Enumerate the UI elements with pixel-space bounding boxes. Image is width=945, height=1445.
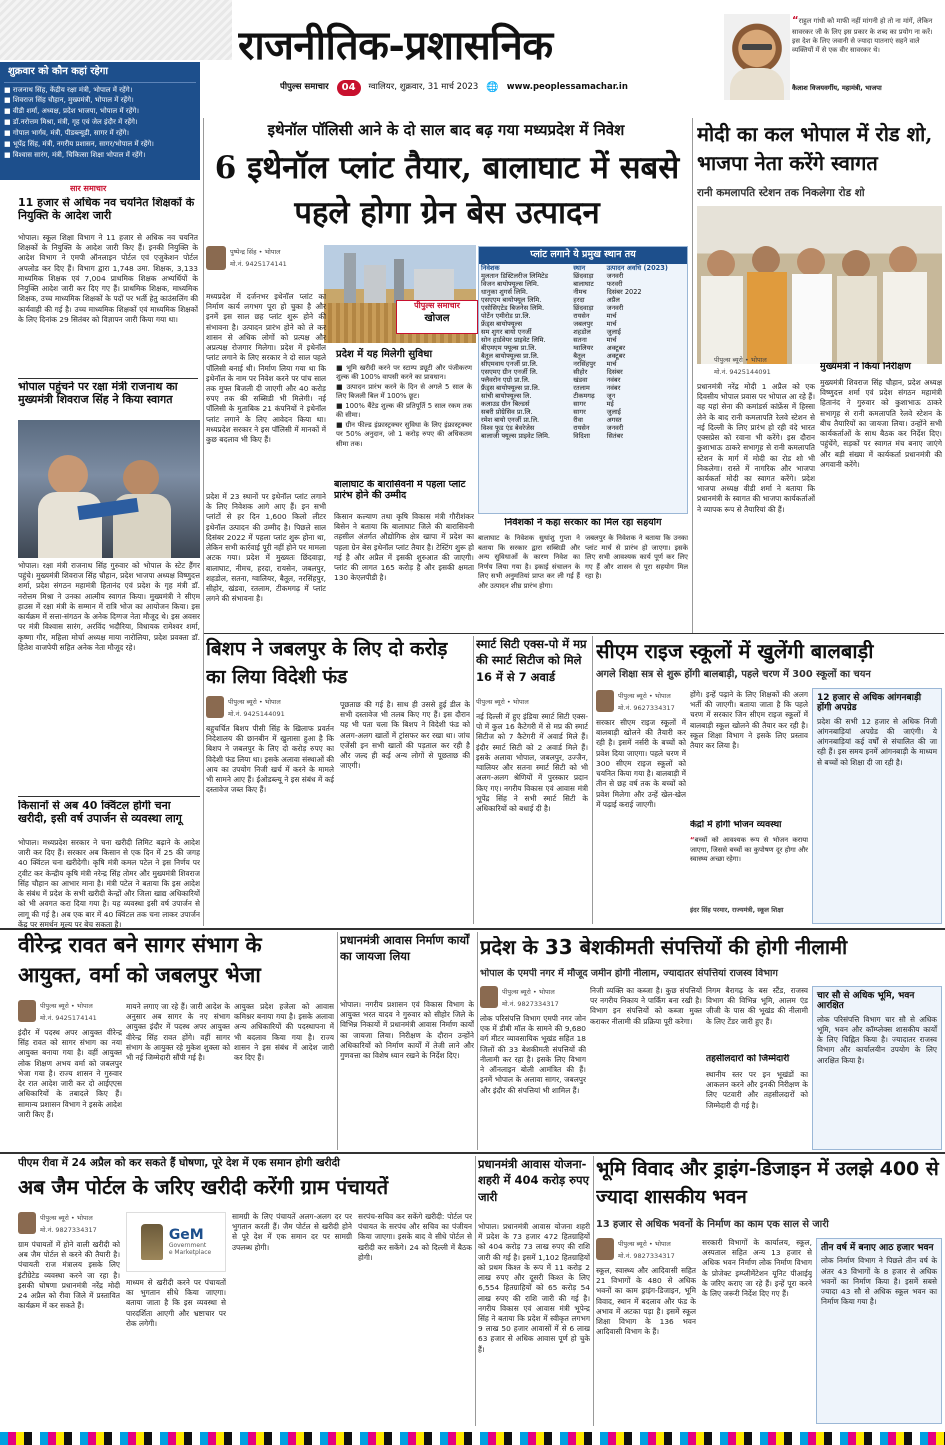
table-row bbox=[479, 360, 687, 368]
ethanol-stamp bbox=[396, 300, 478, 334]
table-cell: बालाजी फ्यूल्स प्राइवेट लिमि. bbox=[481, 432, 551, 441]
table-row bbox=[479, 424, 687, 432]
stamp-brand: पीपुल्स समाचार bbox=[414, 301, 460, 310]
friday-item: ■ वीडी शर्मा, अध्यक्ष, प्रदेश भाजपा, भोपाल में रहेंगे। bbox=[4, 107, 139, 116]
ethanol-text-col1: मध्यप्रदेश में दर्जनभर इथेनॉल प्लांट का निर्माण कार्य लगभग पूरा हो चुका है और इनमें इस साल छह प्लांट शुरू होने की संभावना है। उत्पादन प्रारंभ होने को ले कर शासन से अधिक लोगों को प्रत्यक्ष और अप्रत्यक्ष रोजगार मिलेगा। प्रदेश में इथेनॉल प्लांट लगाने के लिए सरकार ने दो साल पहले पॉलिसी बनाई थी। निर्माण लिया गया था कि इथेनॉल के नाम पर निवेश करने पर पांच साल तक मुफ्त बिजली दी जाएगी और 40 करोड़ रुपए तक की सब्सिडी भी मिलेगी। नई पॉलिसी के मुताबिक 21 कंपनियों ने इथेनॉल प्लांट लगाने के लिए आवेदन किया था। मध्यप्रदेश सरकार ने इस पॉलिसी में मानकों में कुछ बदलाव भी किए हैं। bbox=[206, 292, 326, 445]
table-cell: छिंदवाड़ा bbox=[573, 271, 594, 280]
smart-text: नई दिल्ली में हुए इंडिया स्मार्ट सिटी एक्स-पो में कुल 16 कैटेगरी में से मप्र की स्मार्ट सिटीज को 7 कैटेगरी में अवार्ड मिले हैं। इंदौर स्मार्ट सिटी को 2 अवार्ड मिले हैं। इसके अलावा भोपाल, जबलपुर, उज्जैन, ग्वालियर और सतना स्मार्ट सिटी को भी अलग-अलग श्रेणियों में पुरस्कार प्रदान किए गए। नगरीय विकास एवं आवास मंत्री भूपेंद्र सिंह ने सभी स्मार्ट सिटी के अधिकारियों को बधाई दी है। bbox=[476, 712, 588, 813]
table-cell: पोर्टेन एमीरोड प्रा.लि. bbox=[481, 312, 531, 320]
rajnath-headline: भोपाल पहुंचने पर रक्षा मंत्री राजनाथ का मुख्यमंत्री शिवराज सिंह ने किया स्वागत bbox=[18, 381, 178, 406]
facility-title: प्रदेश में यह मिलेगी सुविधा bbox=[336, 349, 433, 360]
friday-box bbox=[0, 62, 200, 180]
gem-kicker: पीएम रीवा में 24 अप्रैल को कर सकते हैं घोषणा, पूरे देश में एक समान होगी खरीदी bbox=[18, 1157, 340, 1169]
auction-side-text: लोक परिसंपत्ति विभाग चार सौ से अधिक भूमि, भवन और कॉम्प्लेक्स शासकीय कार्यों के लिए चिह्नित किया है। ज्यादातर राजस्व विभाग और कार्यालयीन उपयोग के लिए आरक्षित किया है। bbox=[817, 1014, 937, 1065]
table-cell: रायसेन bbox=[573, 424, 590, 433]
table-header: उत्पादन अवधि (2023) bbox=[606, 263, 668, 272]
rawat-byline-photo bbox=[18, 1000, 36, 1022]
facility-point: ■ उत्पादन प्रारंभ करने के दिन से अगले 5 साल के लिए बिजली बिल में 100% छूट। bbox=[336, 382, 473, 401]
table-row bbox=[479, 312, 687, 320]
cmrise-byline-name: पीपुल्स ब्यूरो • भोपाल bbox=[618, 692, 671, 700]
invest-text-1: बालाघाट के निवेशक सुधांशु गुप्ता ने बताया कि सरकार द्वारा सब्सिडी और अन्य सुविधाओं के कारण निवेश का निर्णय लिया गया है। इकाई संचालन के लिए सभी अनुमतियां प्राप्त कर ली गई हैं और उत्पादन शीघ्र प्रारंभ होगा। bbox=[478, 534, 580, 590]
emblem-icon bbox=[141, 1224, 163, 1260]
facility-point: ■ भूमि खरीदी करने पर स्टाम्प ड्यूटी और पंजीकरण शुल्क की 100% वापसी करने का प्रावधान। bbox=[336, 363, 473, 382]
auction-text-3: निगम बैरागढ़ के बस स्टैंड, राजस्व विभाग की विभिन्न भूमि, आलम एंड जीजी के पास की भूखंड की नीलामी के लिए टेंडर जारी हुए हैं। bbox=[706, 986, 808, 1026]
table-cell: सीहोर bbox=[573, 368, 588, 377]
table-row bbox=[479, 336, 687, 344]
table-cell: हरदा bbox=[573, 295, 585, 304]
gem-logo-text: GeM bbox=[168, 1226, 204, 1243]
table-cell: सोन हार्डवेयर प्राइवेट लिमि. bbox=[481, 336, 546, 345]
friday-item: ■ शिवराज सिंह चौहान, मुख्यमंत्री, भोपाल में रहेंगे। bbox=[4, 96, 134, 105]
table-row bbox=[479, 368, 687, 376]
friday-item: ■ विश्वास सारंग, मंत्री, चिकित्सा शिक्षा भोपाल में रहेंगे। bbox=[4, 150, 146, 159]
table-cell: एसोसिएटेड बिजनेस लिमि. bbox=[481, 303, 545, 312]
pmawas1-headline: प्रधानमंत्री आवास निर्माण कार्यों का जायजा लिया bbox=[340, 933, 470, 964]
ethanol-byline-name: पुष्पेन्द्र सिंह • भोपाल bbox=[230, 248, 281, 256]
inspect-text: मुख्यमंत्री शिवराज सिंह चौहान, प्रदेश अध्यक्ष विष्णुदत्त शर्मा एवं प्रदेश संगठन महामंत्री हितानंद ने गुरुवार को कुशाभाऊ ठाकरे सभागृह से रानी कमलापति रेलवे स्टेशन के बीच तैयारियों का जायजा लिया। उन्होंने सभी कार्यकर्ताओं के साथ बैठक कर निर्देश दिए। पहुंचेंगे, सड़कों पर स्वागत मंच बनाए जाएंगे और बड़ी संख्या में कार्यकर्ता प्रधानमंत्री की अगवानी करेंगे। bbox=[820, 378, 942, 469]
table-cell: जबलपुर bbox=[573, 320, 593, 329]
ethanol-byline-mobile: मो.नं. 9425174141 bbox=[230, 260, 287, 268]
balaghat-title: बालाघाट के बारासिवनी में पहला प्लांट प्रारंभ होने की उम्मीद bbox=[334, 480, 466, 501]
bishop-byline-mobile: मो.नं. 9425144091 bbox=[228, 710, 285, 718]
bishop-byline-photo bbox=[206, 696, 224, 718]
pmawas2-text: भोपाल। प्रधानमंत्री आवास योजना शहरी में प्रदेश के 73 हजार 472 हितग्राहियों को 404 करोड़ 73 लाख रुपए की राशि जारी की गई है। इसमें 1,102 हितग्राहियों को प्रथम किश्त के रूप में 11 करोड़ 2 लाख रुपए और दूसरी किश्त के लिए 6,554 हितग्राहियों को 65 करोड़ 54 लाख रुपए की राशि जारी की गई है। नगरीय विकास एवं आवास मंत्री भूपेन्द्र सिंह ने बताया कि प्रदेश में स्वीकृत लगभग 9 लाख 50 हजार आवासों में से 6 लाख 63 हजार से अधिक आवास पूर्ण हो चुके हैं। bbox=[478, 1222, 590, 1354]
modi-byline-mobile: मो.नं. 9425144091 bbox=[714, 368, 771, 376]
table-cell: अगस्त bbox=[606, 416, 622, 425]
table-cell: सागर bbox=[573, 400, 586, 409]
bhumi-text-1: स्कूल, स्वास्थ्य और आदिवासी सहित 21 विभागों के 480 से अधिक भवनों का काम ड्राइंग-डिजाइन, भूमि विवाद, स्थान में बदलाव और फंड के अभाव में अटका पड़ा है। इसमें स्कूल शिक्षा विभाग के 136 भवन आदिवासी विभाग के हैं। bbox=[596, 1266, 696, 1337]
auction-byline-mobile: मो.नं. 9827334317 bbox=[502, 1000, 559, 1008]
table-cell: धानुका शुगर्स लिमि. bbox=[481, 287, 528, 296]
gem-byline-name: पीपुल्स ब्यूरो • भोपाल bbox=[40, 1214, 93, 1222]
auction-side-box bbox=[812, 986, 942, 1150]
gem-text-1: ग्राम पंचायतों में होने वाली खरीदी को अब जैम पोर्टल से करने की तैयारी है। पंचायती राज मंत्रालय इसके लिए इंटीग्रेटेड व्यवस्था करने जा रहा है। इसकी घोषणा प्रधानमंत्री नरेंद्र मोदी 24 अप्रैल को रीवा जिले में प्रस्तावित कार्यक्रम में कर सकते हैं। bbox=[18, 1240, 120, 1311]
gem-byline-photo bbox=[18, 1212, 36, 1234]
table-cell: सागर bbox=[573, 408, 586, 417]
resp-text: स्थानीय स्तर पर इन भूखंडों का आकलन करने और इनकी निरीक्षण के लिए पटवारी और तहसीलदारों को जिम्मेदारी दी गई है। bbox=[706, 1070, 808, 1110]
plant-table bbox=[479, 264, 687, 441]
cmrise-headline: सीएम राइज स्कूलों में खुलेंगी बालबाड़ी bbox=[596, 640, 874, 663]
table-cell: विजन बायोफ्यूल्स लिमि. bbox=[481, 279, 539, 288]
table-cell: मार्च bbox=[606, 336, 617, 345]
color-registration-strip bbox=[0, 1432, 945, 1445]
table-cell: एसएमए ग्रीन एनर्जी लि. bbox=[481, 368, 538, 377]
table-row bbox=[479, 384, 687, 392]
modi-photo bbox=[697, 206, 942, 364]
rawat-text-2: मायने लगाए जा रहे हैं। जारी आदेश के अनुसार अब सागर के नए संभाग आयुक्त इंदौर में पदस्थ अपर आयुक्त वीरेन्द्र सिंह रावत होंगे। वहीं सागर संभाग के आयुक्त रहे मुकेश शुक्ला को भी नई जिम्मेदारी सौंपी गई है। bbox=[126, 1002, 230, 1063]
table-cell: रायसेन bbox=[573, 312, 590, 320]
table-cell: रीवा bbox=[573, 416, 583, 425]
table-cell: सतना bbox=[573, 336, 587, 345]
rajnath-text: भोपाल। रक्षा मंत्री राजनाथ सिंह गुरुवार को भोपाल के स्टेट हैंगर पहुंचे। मुख्यमंत्री शिवराज सिंह चौहान, प्रदेश भाजपा अध्यक्ष विष्णुदत्त शर्मा, प्रदेश संगठन महामंत्री हितानंद एवं प्रदेश के गृह मंत्री डॉ. नरोत्तम मिश्रा ने उनका आत्मीय स्वागत किया। मुख्यमंत्री ने सीएम हाउस में रक्षा मंत्री के सम्मान में रात्रि भोज का आयोजन किया। इस कार्यक्रम में सत्ता-संगठन के अनेक दिग्गज नेता मौजूद थे। इस अवसर पर मंत्री विश्वास सारंग, अरविंद भदौरिया, विधायक रामेश्वर शर्मा, कृष्णा गौर, महिला मोर्चा अध्यक्ष माया नारोलिया, प्रदेश प्रवक्ता डॉ. हितेश वाजपेयी सहित अनेक नेता मौजूद रहे। bbox=[18, 561, 200, 652]
table-cell: सीएमवाय एनर्जी प्रा.लि. bbox=[481, 360, 538, 369]
quote-author: कैलाश विजयवर्गीय, महामंत्री, भाजपा bbox=[792, 84, 882, 92]
table-cell: बैतूल बायोफ्यूल्स प्रा.लि. bbox=[481, 352, 539, 361]
table-row bbox=[479, 416, 687, 424]
dateline: ग्वालियर, शुक्रवार, 31 मार्च 2023 bbox=[368, 82, 479, 93]
table-row bbox=[479, 376, 687, 384]
table-cell: मुलतान डिस्टिलरीज लिमिटेड bbox=[481, 271, 549, 280]
table-header: निवेशक bbox=[481, 263, 500, 272]
saar-headline: 11 हजार से अधिक नव चयनित शिक्षकों के नियुक्ति के आदेश जारी bbox=[18, 197, 195, 222]
auction-side-title: चार सौ से अधिक भूमि, भवन आरक्षित bbox=[817, 991, 915, 1012]
globe-icon: 🌐 bbox=[486, 82, 499, 94]
top-left-stripes bbox=[0, 0, 232, 60]
table-cell: जनवरी bbox=[606, 424, 624, 433]
modi-photo-credit: पीपुल्स ब्यूरो • भोपाल bbox=[714, 356, 767, 364]
gem-logo-text-block bbox=[169, 1228, 211, 1257]
gem-byline-mobile: मो.नं. 9827334317 bbox=[40, 1226, 97, 1234]
vijayvargiya-photo bbox=[724, 14, 790, 100]
rawat-byline-mobile: मो.नं. 9425174141 bbox=[40, 1014, 97, 1022]
invest-text-2: जबलपुर के निवेशक ने बताया कि उनका प्लांट मार्च से प्रारंभ हो जाएगा। इसके लिए सभी आवश्यक कार्य पूर्ण कर लिए गए हैं और शासन से पूरा सहयोग मिल रहा है। bbox=[585, 534, 688, 581]
meal-title: केंद्रों में होगी भोजन व्यवस्था bbox=[690, 820, 782, 830]
section-title bbox=[238, 22, 658, 72]
aangan-title: 12 हजार से अधिक आंगनबाड़ी होंगी अपग्रेड bbox=[817, 693, 922, 714]
table-cell: नरसिंहपुर bbox=[573, 360, 596, 369]
plant-table-box bbox=[478, 246, 688, 514]
friday-box-title: शुक्रवार को कौन कहां रहेगा bbox=[4, 65, 196, 83]
resp-title: तहसीलदारों को जिम्मेदारी bbox=[706, 1054, 790, 1064]
ethanol-kicker: इथेनॉल पॉलिसी आने के दो साल बाद बढ़ गया मध्यप्रदेश में निवेश bbox=[267, 121, 625, 139]
modi-text: प्रधानमंत्री नरेंद्र मोदी 1 अप्रैल को एक दिवसीय भोपाल प्रवास पर भोपाल आ रहे हैं। वह यहां सेना की कमांडर्स कांफ्रेंस में हिस्सा लेने के बाद रानी कमलापति रेलवे स्टेशन से नई दिल्ली के लिए प्रारंभ हो रही वंदे भारत एक्सप्रेस को रवाना भी करेंगे। इस दौरान कुशाभाऊ ठाकरे सभागृह से रानी कमलापति स्टेशन के मार्ग में मोदी का रोड शो भी निकलेगा। रास्ते में नागरिक और भाजपा कार्यकर्ता मोदी का स्वागत करेंगे। प्रदेश भाजपा अध्यक्ष वीडी शर्मा ने बताया कि प्रधानमंत्री के स्वागत की भाजपा कार्यकर्ताओं ने व्यापक रूप से तैयारियां की हैं। bbox=[697, 382, 815, 514]
bhumi-headline: भूमि विवाद और ड्राइंग-डिजाइन में उलझे 400 से ज्यादा शासकीय भवन bbox=[596, 1158, 939, 1208]
table-cell: छिंदवाड़ा bbox=[573, 303, 594, 312]
meal-quote-author: इंदर सिंह परमार, राज्यमंत्री, स्कूल शिक्षा bbox=[690, 906, 784, 914]
cmrise-text-2: होंगे। इन्हें पढ़ाने के लिए शिक्षकों की अलग भर्ती की जाएगी। बताया जाता है कि पहले चरण में सरकार जिन सीएम राइज स्कूलों में बालबाड़ी स्कूल खोलने की तैयार कर रही है। स्कूल शिक्षा विभाग ने इसके लिए प्रस्ताव तैयार कर लिया है। bbox=[690, 690, 808, 751]
bishop-text-1: बहुचर्चित बिशप पीसी सिंह के खिलाफ प्रवर्तन निदेशालय की छानबीन में खुलासा हुआ है कि बिशप ने जबलपुर के लिए दो करोड़ रुपए का विदेशी फंड लिया था। इसके अलावा संस्थाओं की आय का उपयोग निजी खर्च में करने के मामले भी सामने आए हैं। ईओडब्ल्यू ने इस संबंध में कई दस्तावेज जब्त किए हैं। bbox=[206, 724, 334, 795]
bishop-text-2: पूछताछ की गई है। साथ ही उससे हुई डील के सभी दस्तावेज भी तलब किए गए हैं। इस दौरान यह भी पता चला कि बिशप ने विदेशी फंड को अलग-अलग खातों में ट्रांसफर कर रखा था। जांच एजेंसी इन सभी खातों की पड़ताल कर रही है और जल्द ही कई अन्य लोगों से पूछताछ की जाएगी। bbox=[340, 700, 470, 771]
rawat-headline: वीरेन्द्र रावत बने सागर संभाग के आयुक्त, वर्मा को जबलपुर भेजा bbox=[18, 932, 262, 988]
bishop-byline-name: पीपुल्स ब्यूरो • भोपाल bbox=[228, 698, 281, 706]
gem-text-2: माध्यम से खरीदी करने पर पंचायतों का भुगतान सीधे किया जाएगा। बताया जाता है कि इस व्यवस्था से पारदर्शिता आएगी और भ्रष्टाचार पर रोक लगेगी। bbox=[126, 1278, 226, 1328]
table-cell: सबरी प्रोग्रेसिव प्रा.लि. bbox=[481, 408, 533, 417]
bhumi-side-box bbox=[816, 1238, 942, 1424]
table-row bbox=[479, 392, 687, 400]
rajnath-photo bbox=[18, 420, 200, 558]
bhumi-subhead: 13 हजार से अधिक भवनों के निर्माण का काम एक साल से जारी bbox=[596, 1219, 829, 1230]
table-cell: मई bbox=[606, 400, 614, 409]
facility-point: ■ 100% बैंटेड शुल्क की प्रतिपूर्ति 5 साल रकम तक की सीमा। bbox=[336, 401, 473, 420]
table-row bbox=[479, 400, 687, 408]
paper-name: पीपुल्स समाचार bbox=[280, 82, 329, 93]
bhumi-byline-mobile: मो.नं. 9827334317 bbox=[618, 1252, 675, 1260]
table-cell: बैतूल bbox=[573, 352, 586, 361]
ethanol-text-col1b: प्रदेश में 23 स्थानों पर इथेनॉल प्लांट लगाने के लिए निवेशक आगे आए हैं। इन सभी प्लांटों से हर दिन 1,600 किलो लीटर इथेनॉल उत्पादन की उम्मीद है। पिछले साल दिसंबर 2022 में पहला प्लांट शुरू होना था, लेकिन सभी कार्रवाई पूरी नहीं होने पर मामला अटक गया। प्रदेश में मुख्यतः छिंदवाड़ा, बालाघाट, नीमच, हरदा, रायसेन, जबलपुर, शहडोल, सतना, ग्वालियर, बैतूल, नरसिंहपुर, सीहोर, खंडवा, रतलाम, टीकमगढ़ में प्लांट लगने की संभावना है। bbox=[206, 492, 326, 604]
pmawas1-text: भोपाल। नगरीय प्रशासन एवं विकास विभाग के आयुक्त भरत यादव ने गुरुवार को सीहोर जिले के विभिन्न निकायों में प्रधानमंत्री आवास निर्माण कार्यों का जायजा लिया। निरीक्षण के दौरान उन्होंने अधिकारियों को निर्माण कार्यों में तेजी लाने और गुणवत्ता का विशेष ध्यान रखने के निर्देश दिए। bbox=[340, 1000, 474, 1061]
website[interactable]: www.peoplessamachar.in bbox=[506, 82, 628, 93]
quote-icon: “ bbox=[690, 836, 695, 844]
table-header: स्थान bbox=[573, 263, 586, 272]
table-cell: जून bbox=[606, 392, 616, 401]
rawat-text-1: इंदौर में पदस्थ अपर आयुक्त वीरेन्द्र सिंह रावत को सागर संभाग का नया आयुक्त बनाया गया है। वहीं आयुक्त लोक शिक्षण अभय वर्मा को जबलपुर भेजा गया है। राज्य शासन ने गुरुवार देर रात आदेश जारी कर दो आईएएस अधिकारियों के तबादले किए हैं। सामान्य प्रशासन विभाग ने इसके आदेश जारी किए हैं। bbox=[18, 1028, 122, 1119]
table-cell: फरवरी bbox=[606, 279, 623, 288]
quote-text: राहुल गांधी को माफी नहीं मांगनी हो तो ना मांगें, लेकिन सावरकर जी के लिए इस प्रकार के शब्द का प्रयोग ना करें। इस देश के लिए जवानी से ज्यादा यातनाएं सहने वाले व्यक्तियों में से एक वीर सावरकर थे। bbox=[792, 17, 933, 54]
table-cell: अक्टूबर bbox=[606, 344, 626, 353]
auction-byline-name: पीपुल्स ब्यूरो • भोपाल bbox=[502, 988, 555, 996]
table-cell: सम शुगर बायो एनर्जी bbox=[481, 328, 532, 337]
friday-item: ■ भूपेंद्र सिंह, मंत्री, नगरीय प्रशासन, सागर/भोपाल में रहेंगे। bbox=[4, 139, 154, 148]
auction-headline: प्रदेश के 33 बेशकीमती संपत्तियों की होगी नीलामी bbox=[480, 936, 848, 959]
cmrise-text-1: सरकार सीएम राइज स्कूलों में बालबाड़ी खोलने की तैयारी कर रही है। इसमें नर्सरी के बच्चों को प्रवेश दिया जाएगा। पहले चरण में 300 सीएम राइज स्कूलों को चयनित किया गया है। बालबाड़ी में तीन से छह वर्ष तक के बच्चों को प्रवेश मिलेगा और उन्हें खेल-खेल में पढ़ाई कराई जाएगी। bbox=[596, 718, 686, 809]
smart-byline: पीपुल्स ब्यूरो • भोपाल bbox=[476, 698, 529, 706]
table-row bbox=[479, 288, 687, 296]
gem-text-4: सरपंच-सचिव कर सकेंगे खरीदी: पोर्टल पर पंचायत के सरपंच और सचिव का पंजीयन किया जाएगा। इसके बाद वे सीधे पोर्टल से खरीदी कर सकेंगे। 24 को दिल्ली में बैठक होगी। bbox=[358, 1212, 472, 1262]
cmrise-subhead: अगले शिक्षा सत्र से शुरू होंगी बालबाड़ी, पहले चरण में 300 स्कूलों का चयन bbox=[596, 669, 871, 680]
table-cell: विदिशा bbox=[573, 432, 590, 441]
facility-point: ■ ग्रीन फील्ड इंफ्रास्ट्रक्चर सुविधा के लिए इंफ्रास्ट्रक्चर पर 50% अनुदान, जो 1 करोड़ रुपए की अधिकतम सीमा तक। bbox=[336, 420, 472, 448]
gem-text-3: सामग्री के लिए पंचायतें अलग-अलग दर पर भुगतान करती हैं। जैम पोर्टल से खरीदी होने से पूरे देश में एक समान दर पर सामग्री उपलब्ध होगी। bbox=[232, 1212, 352, 1252]
stamp-tag: खोजल bbox=[424, 312, 450, 324]
bhumi-text-2: सरकारी विभागों के कार्यालय, स्कूल, अस्पताल सहित अन्य 13 हजार से अधिक भवन निर्माण लोक निर्माण विभाग के प्रोजेक्ट इम्प्लीमेंटेशन यूनिट पीआईयू के जरिए कराए जा रहे हैं। इन्हें पूरा करने के लिए जरूरी निर्देश दिए गए हैं। bbox=[702, 1238, 812, 1299]
table-cell: फ्लैवरोन एग्रो प्रा.लि. bbox=[481, 376, 530, 385]
friday-item: ■ राजनाथ सिंह, केंद्रीय रक्षा मंत्री, भोपाल में रहेंगे। bbox=[4, 85, 133, 94]
table-cell: एसएएम बायोफ्यूल लिमि. bbox=[481, 295, 542, 304]
dateline-bar bbox=[280, 78, 700, 98]
rawat-byline-name: पीपुल्स ब्यूरो • भोपाल bbox=[40, 1002, 93, 1010]
table-row bbox=[479, 432, 687, 440]
table-cell: रमेश बायो एनर्जी प्रा.लि. bbox=[481, 416, 540, 425]
meal-text: “बच्चों को आवश्यक रूप से भोजन कराया जाएगा, जिससे बच्चों का कुपोषण दूर होगा और स्वास्थ्य अच्छा रहेगा। bbox=[690, 836, 808, 864]
invest-title: निवेशकों ने कहा सरकार का मिल रहा सहयोग bbox=[504, 518, 662, 528]
kisan-headline: किसानों से अब 40 क्विंटल होगी चना खरीदी, इसी वर्ष उपार्जन से व्यवस्था लागू bbox=[18, 800, 182, 825]
aangan-box bbox=[812, 688, 942, 924]
table-cell: दिसंबर 2022 bbox=[606, 287, 642, 296]
auction-subhead: भोपाल के एमपी नगर में मौजूद जमीन होगी नीलाम, ज्यादातर संपत्तियां राजस्व विभाग bbox=[480, 968, 778, 979]
table-cell: मार्च bbox=[606, 312, 617, 320]
gem-logo-sub2: e Marketplace bbox=[168, 1248, 212, 1256]
friday-item: ■ डॉ.नरोत्तम मिश्रा, मंत्री, गृह एवं जेल इंदौर में रहेंगे। bbox=[4, 118, 138, 127]
auction-byline-photo bbox=[480, 986, 498, 1008]
bishop-headline: बिशप ने जबलपुर के लिए दो करोड़ का लिया विदेशी फंड bbox=[206, 638, 448, 688]
table-cell: मार्च bbox=[606, 320, 617, 329]
table-cell: जनवरी bbox=[606, 271, 624, 280]
table-cell: बालाघाट bbox=[573, 279, 594, 288]
table-cell: दिसंबर bbox=[606, 368, 623, 377]
table-cell: शहडोल bbox=[573, 328, 591, 337]
table-cell: अप्रैल bbox=[606, 295, 620, 304]
gem-logo-sub1: Government bbox=[168, 1242, 207, 1250]
table-cell: सांची बायोफ्यूल्स लि. bbox=[481, 392, 532, 401]
table-row bbox=[479, 296, 687, 304]
facility-box bbox=[334, 346, 474, 478]
section-title-text: राजनीतिक-प्रशासनिक bbox=[238, 22, 553, 69]
table-cell: कलाउड ग्रीन बिल्डर्स bbox=[481, 400, 530, 409]
pmawas2-headline: प्रधानमंत्री आवास योजना-शहरी में 404 करोड़ रुपए जारी bbox=[478, 1157, 589, 1204]
gem-logo bbox=[126, 1212, 226, 1272]
bhumi-side-text: लोक निर्माण विभाग ने पिछले तीन वर्ष के अंतर 43 विभागों के 8 हजार से अधिक भवनों का निर्माण किया है। इसमें सबसे ज्यादा 43 सौ से अधिक स्कूल भवन का निर्माण किया गया है। bbox=[821, 1256, 937, 1307]
table-cell: फ्रेंड्स बायोफ्यूल्स bbox=[481, 320, 523, 329]
table-cell: जनवरी bbox=[606, 303, 624, 312]
inspect-title: मुख्यमंत्री ने किया निरीक्षण bbox=[820, 362, 911, 372]
table-cell: बीएमएम फ्यूल्स प्रा.लि. bbox=[481, 344, 537, 353]
modi-headline: मोदी का कल भोपाल में रोड शो, भाजपा नेता करेंगे स्वागत bbox=[697, 122, 933, 175]
friday-item: ■ गोपाल भार्गव, मंत्री, पीडब्ल्यूडी, सागर में रहेंगे। bbox=[4, 128, 130, 137]
auction-text-1: लोक परिसंपत्ति विभाग एमपी नगर जोन एक में डीबी मॉल के सामने की 9,680 वर्ग मीटर व्यावसायिक भूखंड सहित 18 जिलों की 33 बेशकीमती संपत्तियों की नीलामी कर रहा है। इसके लिए विभाग ने ऑनलाइन बोली आमंत्रित की हैं। इनमें भोपाल के अलावा सागर, जबलपुर और इंदौर की संपत्तियां भी शामिल हैं। bbox=[480, 1014, 586, 1095]
aangan-text: प्रदेश की सभी 12 हजार से अधिक निजी आंगनबाड़ियां अपग्रेड की जाएंगी। ये आंगनबाड़ियां कई वर्षों से संचालित की जा रही हैं। इस समय इनमें आंगनबाड़ी के माध्यम से बच्चों को शिक्षा दी जा रही है। bbox=[817, 716, 937, 767]
saar-text: भोपाल। स्कूल शिक्षा विभाग ने 11 हजार से अधिक नव चयनित शिक्षकों के नियुक्ति के आदेश जारी किए हैं। इनकी नियुक्ति के आदेश विभाग ने एमपी ऑनलाइन पोर्टल एवं एजुकेशन पोर्टल अपलोड कर दिए हैं। विभाग द्वारा 1,748 उमा. शिक्षक, 3,133 माध्यमिक शिक्षक एवं 7,004 प्राथमिक शिक्षक अभ्यर्थियों के नियुक्ति आदेश जारी कर दिए गए हैं। प्राथमिक शिक्षक, माध्यमिक शिक्षक, उच्च माध्यमिक शिक्षकों के पदों पर भर्ती हेतु काउंसलिंग की कार्यवाही की गई है। उच्च माध्यमिक शिक्षकों एवं माध्यमिक शिक्षकों के लिए दिनांक 29 सितंबर को विज्ञापन जारी किया गया था। bbox=[18, 233, 198, 324]
cmrise-byline-mobile: मो.नं. 9627334317 bbox=[618, 704, 675, 712]
table-cell: विश्व फूड एंड बेवरेजेस bbox=[481, 424, 535, 433]
table-cell: नवंबर bbox=[606, 384, 621, 393]
bhumi-side-title: तीन वर्ष में बनाए आठ हजार भवन bbox=[821, 1243, 934, 1253]
cmrise-byline-photo bbox=[596, 690, 614, 712]
gem-headline: अब जैम पोर्टल के जरिए खरीदी करेंगी ग्राम पंचायतें bbox=[18, 1176, 389, 1199]
plant-table-title: प्लांट लगाने ये प्रमुख स्थान तय bbox=[479, 247, 687, 264]
bhumi-byline-name: पीपुल्स ब्यूरो • भोपाल bbox=[618, 1240, 671, 1248]
page-number: 04 bbox=[337, 80, 361, 96]
table-cell: ग्वालियर bbox=[573, 344, 594, 353]
table-cell: जुलाई bbox=[606, 328, 621, 337]
table-cell: टीकमगढ़ bbox=[573, 392, 595, 401]
table-cell: नवंबर bbox=[606, 376, 621, 385]
bhumi-byline-photo bbox=[596, 1238, 614, 1260]
table-row bbox=[479, 280, 687, 288]
table-cell: नीमच bbox=[573, 287, 587, 296]
ethanol-byline-photo bbox=[206, 246, 226, 270]
table-row bbox=[479, 304, 687, 312]
balaghat-text: किसान कल्याण तथा कृषि विकास मंत्री गौरीशंकर बिसेन ने बताया कि बालाघाट जिले की बारासिवनी तहसील अंतर्गत औद्योगिक क्षेत्र खापा में प्रदेश का पहला ग्रेन बेस इथेनॉल प्लांट तैयार है। टेस्टिंग शुरू हो गई है और अप्रैल में इसकी शुरुआत की जाएगी। प्लांट की लागत 165 करोड़ है और इसकी क्षमता 130 केएलपीडी है। bbox=[334, 512, 474, 583]
table-row bbox=[479, 408, 687, 416]
table-cell: खंडवा bbox=[573, 376, 588, 385]
table-row bbox=[479, 272, 687, 280]
table-row bbox=[479, 344, 687, 352]
table-row bbox=[479, 352, 687, 360]
smart-headline: स्मार्ट सिटी एक्स-पो में मप्र की स्मार्ट सिटीज को मिले 16 में से 7 अवार्ड bbox=[476, 637, 587, 684]
kisan-text: भोपाल। मध्यप्रदेश सरकार ने चना खरीदी लिमिट बढ़ाने के आदेश जारी कर दिए हैं। सरकार अब किसान से एक दिन में 25 की जगह 40 क्विंटल चना खरीदेगी। कृषि मंत्री कमल पटेल ने इस निर्णय पर ट्वीट कर केन्द्रीय कृषि मंत्री नरेन्द्र सिंह तोमर और मुख्यमंत्री शिवराज सिंह चौहान का आभार माना है। मंत्री पटेल ने बताया कि इस आदेश के संबंध में प्रदेश के सभी खरीदी केन्द्रों और जिला खाद्य अधिकारियों को भी अवगत करा दिया गया है। यह व्यवस्था इसी वर्ष उपार्जन से लागू की गई है। अब एक बार में 40 क्विंटल तक चना लाकर उपार्जन केंद्र पर समर्थन मूल्य पर बेच सकता है। bbox=[18, 838, 200, 928]
quote-box bbox=[792, 14, 940, 94]
table-cell: जुलाई bbox=[606, 408, 621, 417]
table-cell: रतलाम bbox=[573, 384, 590, 393]
table-cell: मार्च bbox=[606, 360, 617, 369]
ethanol-headline: 6 इथेनॉल प्लांट तैयार, बालाघाट में सबसे पहले होगा ग्रेन बेस उत्पादन bbox=[214, 150, 680, 231]
table-row bbox=[479, 320, 687, 328]
saar-label: सार समाचार bbox=[70, 184, 107, 193]
table-cell: अक्टूबर bbox=[606, 352, 626, 361]
quote-mark-icon: “ bbox=[792, 15, 799, 26]
table-cell: फ्रैंड्स बायोफ्यूल्स प्रा.लि. bbox=[481, 384, 540, 393]
table-row bbox=[479, 328, 687, 336]
table-cell: सितंबर bbox=[606, 432, 623, 441]
auction-text-2: निजी व्यक्ति का कब्जा है। कुछ संपत्तियों पर नगरीय निकाय ने पार्किंग बना रखी है। विभाग इन संपत्तियों को कब्जा मुक्त कराकर नीलामी की प्रक्रिया पूरी करेगा। bbox=[590, 986, 702, 1026]
rawat-text-3: आयुक्त प्रदेश हजेला को आवास कमिश्नर बनाया गया है। इसके अलावा अन्य अधिकारियों की पदस्थापना में भी बदलाव किया गया है। राज्य शासन ने इस संबंध में आदेश जारी कर दिए हैं। bbox=[234, 1002, 334, 1063]
modi-subhead: रानी कमलापति स्टेशन तक निकलेगा रोड शो bbox=[697, 187, 865, 199]
